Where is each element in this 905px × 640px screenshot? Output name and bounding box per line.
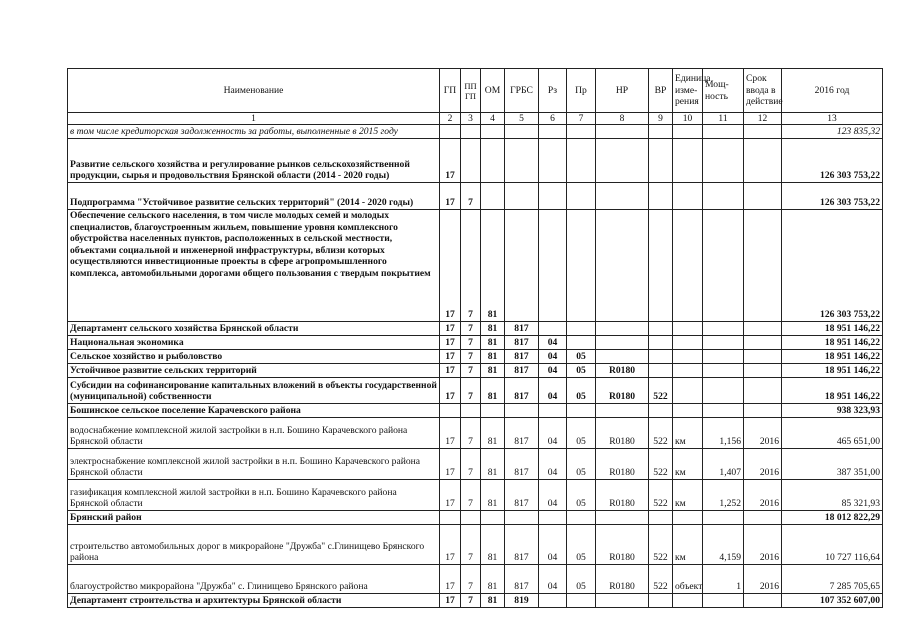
cell-ppgp: 7	[461, 183, 481, 210]
cell-term	[744, 364, 782, 378]
cell-gp: 17	[440, 322, 461, 336]
cell-name: Департамент сельского хозяйства Брянской области	[68, 322, 440, 336]
cell-pr: 05	[567, 525, 596, 565]
cell-vr: 522	[649, 525, 673, 565]
cell-name: Развитие сельского хозяйства и регулирование рынков сельскохозяйственной продукции, сырья и продовольствия Брянской области (2014 - 2020 годы)	[68, 139, 440, 183]
cell-term	[744, 210, 782, 322]
cell-term	[744, 404, 782, 418]
cell-name: электроснабжение комплексной жилой застройки в н.п. Бошино Карачевского района Брянской области	[68, 449, 440, 480]
cell-gp: 17	[440, 449, 461, 480]
cell-vr: 522	[649, 449, 673, 480]
cell-ppgp: 7	[461, 322, 481, 336]
cell-unit	[673, 378, 703, 404]
cell-gp: 17	[440, 350, 461, 364]
cell-grbs	[505, 404, 539, 418]
header-power: Мощ-ность	[703, 69, 744, 113]
cell-pr	[567, 336, 596, 350]
cell-pr: 05	[567, 378, 596, 404]
cell-om: 81	[481, 525, 505, 565]
column-number: 5	[505, 113, 539, 125]
cell-om	[481, 183, 505, 210]
cell-power	[703, 322, 744, 336]
cell-rz: 04	[539, 350, 567, 364]
cell-name: газификация комплексной жилой застройки в н.п. Бошино Карачевского района Брянской области	[68, 480, 440, 511]
cell-om: 81	[481, 364, 505, 378]
cell-rz	[539, 322, 567, 336]
cell-rz: 04	[539, 525, 567, 565]
cell-om: 81	[481, 565, 505, 594]
cell-term: 2016	[744, 525, 782, 565]
table-row	[68, 378, 883, 404]
cell-power: 1,252	[703, 480, 744, 511]
column-number: 3	[461, 113, 481, 125]
cell-power	[703, 511, 744, 525]
cell-rz	[539, 511, 567, 525]
cell-ppgp: 7	[461, 336, 481, 350]
cell-grbs: 817	[505, 565, 539, 594]
cell-nr	[596, 350, 649, 364]
cell-grbs	[505, 210, 539, 322]
table-row	[68, 183, 883, 210]
cell-unit	[673, 511, 703, 525]
cell-nr	[596, 139, 649, 183]
cell-amount: 938 323,93	[782, 404, 883, 418]
cell-amount: 10 727 116,64	[782, 525, 883, 565]
cell-name: Устойчивое развитие сельских территорий	[68, 364, 440, 378]
cell-amount: 18 951 146,22	[782, 378, 883, 404]
cell-vr: 522	[649, 480, 673, 511]
cell-vr	[649, 322, 673, 336]
cell-term	[744, 322, 782, 336]
cell-grbs: 817	[505, 322, 539, 336]
cell-name: в том числе кредиторская задолженность за работы, выполненные в 2015 году	[68, 125, 440, 139]
cell-name: Сельское хозяйство и рыболовство	[68, 350, 440, 364]
cell-name: Бошинское сельское поселение Карачевского района	[68, 404, 440, 418]
cell-rz: 04	[539, 336, 567, 350]
header-rz: Рз	[539, 69, 567, 113]
cell-power: 1,407	[703, 449, 744, 480]
cell-nr	[596, 322, 649, 336]
cell-grbs	[505, 125, 539, 139]
header-vr: ВР	[649, 69, 673, 113]
table-row	[68, 210, 883, 322]
header-grbs: ГРБС	[505, 69, 539, 113]
column-number: 4	[481, 113, 505, 125]
cell-amount: 18 951 146,22	[782, 350, 883, 364]
cell-pr: 05	[567, 565, 596, 594]
cell-grbs: 817	[505, 418, 539, 449]
header-gp: ГП	[440, 69, 461, 113]
header-year: 2016 год	[782, 69, 883, 113]
cell-vr: 522	[649, 418, 673, 449]
cell-gp: 17	[440, 210, 461, 322]
cell-term	[744, 183, 782, 210]
table-row	[68, 364, 883, 378]
cell-pr: 05	[567, 480, 596, 511]
cell-om: 81	[481, 378, 505, 404]
cell-nr: R0180	[596, 364, 649, 378]
cell-unit	[673, 125, 703, 139]
cell-power	[703, 364, 744, 378]
table-row	[68, 418, 883, 449]
cell-gp: 17	[440, 183, 461, 210]
cell-pr: 05	[567, 418, 596, 449]
cell-term	[744, 125, 782, 139]
column-number: 1	[68, 113, 440, 125]
cell-amount: 107 352 607,00	[782, 594, 883, 608]
cell-pr	[567, 183, 596, 210]
cell-name: Подпрограмма "Устойчивое развитие сельских территорий" (2014 - 2020 годы)	[68, 183, 440, 210]
cell-amount: 126 303 753,22	[782, 183, 883, 210]
cell-term: 2016	[744, 418, 782, 449]
table-row	[68, 336, 883, 350]
column-number: 11	[703, 113, 744, 125]
cell-power	[703, 336, 744, 350]
cell-name: благоустройство микрорайона "Дружба" с. Глинищево Брянского района	[68, 565, 440, 594]
cell-grbs	[505, 511, 539, 525]
cell-ppgp: 7	[461, 480, 481, 511]
cell-gp: 17	[440, 594, 461, 608]
cell-power	[703, 139, 744, 183]
cell-gp: 17	[440, 480, 461, 511]
cell-ppgp: 7	[461, 449, 481, 480]
cell-vr	[649, 336, 673, 350]
cell-nr: R0180	[596, 480, 649, 511]
cell-gp	[440, 125, 461, 139]
cell-nr	[596, 404, 649, 418]
cell-pr	[567, 404, 596, 418]
cell-om	[481, 139, 505, 183]
cell-pr	[567, 594, 596, 608]
table-row	[68, 139, 883, 183]
table-row	[68, 565, 883, 594]
cell-pr	[567, 125, 596, 139]
cell-amount: 18 951 146,22	[782, 364, 883, 378]
cell-rz	[539, 139, 567, 183]
cell-nr: R0180	[596, 565, 649, 594]
cell-amount: 18 951 146,22	[782, 336, 883, 350]
cell-gp: 17	[440, 418, 461, 449]
cell-amount: 387 351,00	[782, 449, 883, 480]
cell-nr	[596, 594, 649, 608]
cell-amount: 126 303 753,22	[782, 210, 883, 322]
cell-rz: 04	[539, 480, 567, 511]
column-number: 9	[649, 113, 673, 125]
cell-ppgp	[461, 139, 481, 183]
cell-amount: 85 321,93	[782, 480, 883, 511]
column-number: 12	[744, 113, 782, 125]
cell-name: Брянский район	[68, 511, 440, 525]
cell-nr	[596, 511, 649, 525]
cell-om: 81	[481, 449, 505, 480]
header-ppgp: ППГП	[461, 69, 481, 113]
cell-power: 1	[703, 565, 744, 594]
cell-amount: 123 835,32	[782, 125, 883, 139]
cell-om	[481, 404, 505, 418]
cell-rz: 04	[539, 565, 567, 594]
cell-ppgp: 7	[461, 418, 481, 449]
cell-term: 2016	[744, 449, 782, 480]
cell-term: 2016	[744, 565, 782, 594]
cell-nr: R0180	[596, 418, 649, 449]
cell-ppgp	[461, 511, 481, 525]
cell-rz: 04	[539, 449, 567, 480]
cell-om: 81	[481, 480, 505, 511]
table-row	[68, 525, 883, 565]
cell-om: 81	[481, 210, 505, 322]
cell-pr	[567, 322, 596, 336]
cell-ppgp: 7	[461, 364, 481, 378]
cell-grbs: 817	[505, 350, 539, 364]
cell-unit: км	[673, 525, 703, 565]
cell-unit	[673, 336, 703, 350]
cell-pr: 05	[567, 449, 596, 480]
table-row	[68, 449, 883, 480]
header-term: Срок ввода в действие	[744, 69, 782, 113]
cell-om	[481, 511, 505, 525]
cell-term	[744, 594, 782, 608]
cell-amount: 126 303 753,22	[782, 139, 883, 183]
cell-vr	[649, 364, 673, 378]
cell-gp: 17	[440, 139, 461, 183]
cell-gp: 17	[440, 336, 461, 350]
cell-om: 81	[481, 418, 505, 449]
cell-vr	[649, 350, 673, 364]
cell-power	[703, 594, 744, 608]
cell-rz	[539, 404, 567, 418]
cell-term	[744, 139, 782, 183]
cell-unit: км	[673, 480, 703, 511]
cell-rz: 04	[539, 378, 567, 404]
cell-unit	[673, 183, 703, 210]
cell-ppgp: 7	[461, 350, 481, 364]
cell-ppgp	[461, 404, 481, 418]
header-name: Наименование	[68, 69, 440, 113]
table-row	[68, 125, 883, 139]
cell-pr: 05	[567, 364, 596, 378]
cell-power	[703, 350, 744, 364]
cell-ppgp	[461, 125, 481, 139]
column-number: 2	[440, 113, 461, 125]
cell-power	[703, 125, 744, 139]
cell-power	[703, 210, 744, 322]
cell-power: 4,159	[703, 525, 744, 565]
cell-unit	[673, 594, 703, 608]
cell-name: водоснабжение комплексной жилой застройки в н.п. Бошино Карачевского района Брянской области	[68, 418, 440, 449]
table-row	[68, 511, 883, 525]
table-row	[68, 350, 883, 364]
cell-grbs	[505, 183, 539, 210]
cell-power: 1,156	[703, 418, 744, 449]
cell-grbs: 817	[505, 480, 539, 511]
cell-amount: 18 012 822,29	[782, 511, 883, 525]
cell-name: Обеспечение сельского населения, в том числе молодых семей и молодых специалистов, благоустроенным жильем, повышение уровня комплексного обустройства населенных пунктов, расположенных в сельской местности, объектами социальной и инженерной инфраструктуры, вблизи которых осуществляются инвестиционные проекты в сфере агропромышленного комплекса, автомобильными дорогами общего пользования с твердым покрытием	[68, 210, 440, 322]
column-number: 10	[673, 113, 703, 125]
cell-name: Субсидии на софинансирование капитальных вложений в объекты государственной (муниципальной) собственности	[68, 378, 440, 404]
cell-pr: 05	[567, 350, 596, 364]
cell-rz	[539, 183, 567, 210]
cell-pr	[567, 139, 596, 183]
cell-ppgp: 7	[461, 210, 481, 322]
table-row	[68, 594, 883, 608]
cell-unit	[673, 350, 703, 364]
cell-power	[703, 183, 744, 210]
cell-gp: 17	[440, 364, 461, 378]
table-row	[68, 404, 883, 418]
cell-unit: км	[673, 418, 703, 449]
cell-nr: R0180	[596, 378, 649, 404]
header-row	[68, 69, 883, 113]
table-body	[68, 125, 883, 608]
cell-grbs: 817	[505, 364, 539, 378]
cell-om	[481, 125, 505, 139]
cell-grbs	[505, 139, 539, 183]
cell-pr	[567, 210, 596, 322]
cell-nr: R0180	[596, 449, 649, 480]
cell-nr	[596, 336, 649, 350]
cell-amount: 7 285 705,65	[782, 565, 883, 594]
cell-grbs: 817	[505, 449, 539, 480]
cell-ppgp: 7	[461, 594, 481, 608]
cell-gp	[440, 511, 461, 525]
cell-name: Департамент строительства и архитектуры Брянской области	[68, 594, 440, 608]
cell-om: 81	[481, 594, 505, 608]
cell-nr	[596, 125, 649, 139]
budget-table	[67, 68, 883, 608]
cell-unit: км	[673, 449, 703, 480]
cell-unit	[673, 364, 703, 378]
cell-amount: 18 951 146,22	[782, 322, 883, 336]
header-nr: НР	[596, 69, 649, 113]
cell-vr	[649, 404, 673, 418]
cell-nr	[596, 210, 649, 322]
header-pr: Пр	[567, 69, 596, 113]
cell-rz	[539, 594, 567, 608]
cell-unit	[673, 322, 703, 336]
cell-vr	[649, 594, 673, 608]
cell-rz	[539, 125, 567, 139]
cell-vr	[649, 139, 673, 183]
cell-grbs: 817	[505, 336, 539, 350]
cell-rz	[539, 210, 567, 322]
cell-gp: 17	[440, 565, 461, 594]
cell-gp: 17	[440, 525, 461, 565]
cell-power	[703, 404, 744, 418]
cell-om: 81	[481, 336, 505, 350]
cell-power	[703, 378, 744, 404]
cell-vr: 522	[649, 378, 673, 404]
cell-vr	[649, 183, 673, 210]
cell-nr: R0180	[596, 525, 649, 565]
cell-term	[744, 511, 782, 525]
cell-unit	[673, 210, 703, 322]
cell-vr	[649, 511, 673, 525]
cell-unit: объект	[673, 565, 703, 594]
table-row	[68, 322, 883, 336]
cell-gp: 17	[440, 378, 461, 404]
header-om: ОМ	[481, 69, 505, 113]
column-number: 8	[596, 113, 649, 125]
cell-amount: 465 651,00	[782, 418, 883, 449]
column-number: 7	[567, 113, 596, 125]
header-unit: Единица изме-рения	[673, 69, 703, 113]
cell-unit	[673, 139, 703, 183]
cell-rz: 04	[539, 364, 567, 378]
cell-nr	[596, 183, 649, 210]
cell-gp	[440, 404, 461, 418]
table-row	[68, 480, 883, 511]
cell-name: строительство автомобильных дорог в микрорайоне "Дружба" с.Глинищево Брянского района	[68, 525, 440, 565]
cell-grbs: 819	[505, 594, 539, 608]
column-number: 6	[539, 113, 567, 125]
cell-ppgp: 7	[461, 378, 481, 404]
cell-term	[744, 350, 782, 364]
cell-vr	[649, 210, 673, 322]
cell-grbs: 817	[505, 525, 539, 565]
cell-pr	[567, 511, 596, 525]
column-number-row	[68, 113, 883, 125]
cell-om: 81	[481, 350, 505, 364]
cell-ppgp: 7	[461, 525, 481, 565]
cell-om: 81	[481, 322, 505, 336]
cell-term	[744, 336, 782, 350]
cell-vr	[649, 125, 673, 139]
cell-unit	[673, 404, 703, 418]
cell-term	[744, 378, 782, 404]
cell-ppgp: 7	[461, 565, 481, 594]
cell-grbs: 817	[505, 378, 539, 404]
cell-term: 2016	[744, 480, 782, 511]
cell-rz: 04	[539, 418, 567, 449]
cell-name: Национальная экономика	[68, 336, 440, 350]
cell-vr: 522	[649, 565, 673, 594]
column-number: 13	[782, 113, 883, 125]
